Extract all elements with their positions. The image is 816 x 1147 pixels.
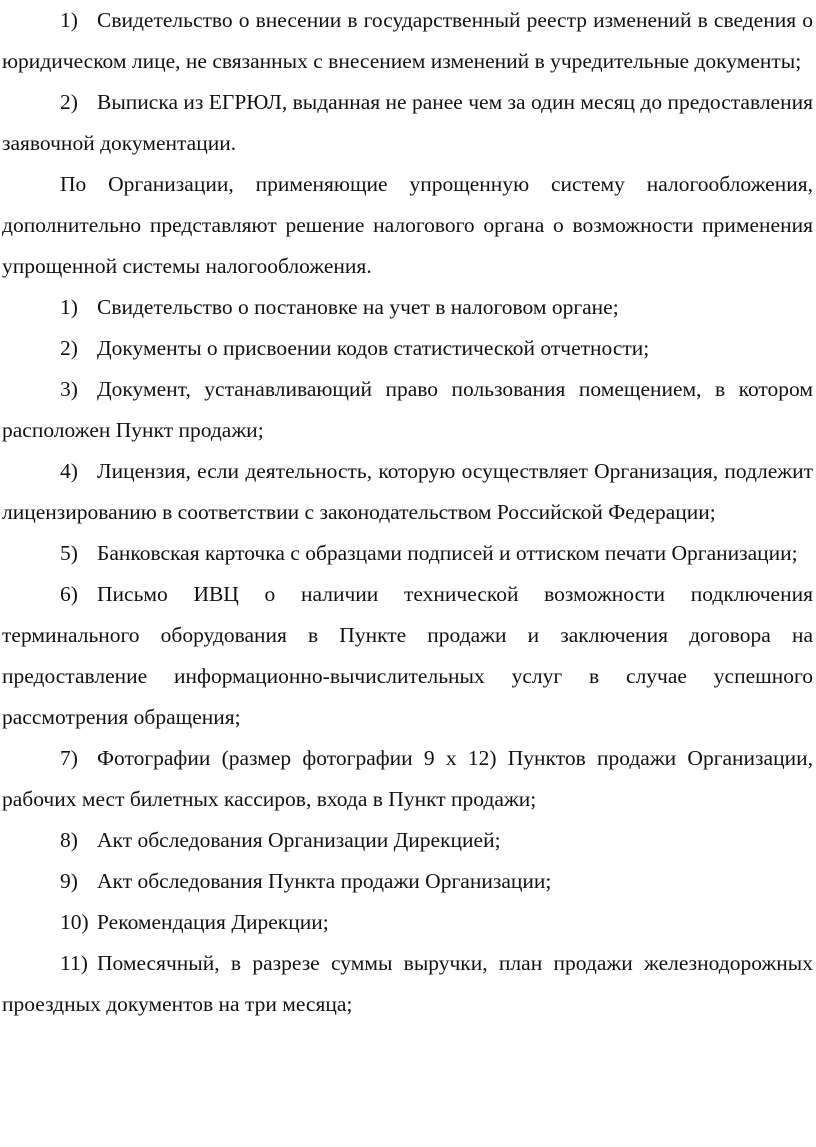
list-item: [2, 902, 813, 943]
list-item-text: Рекомендация Дирекции;: [97, 910, 329, 934]
list-item-text: Акт обследования Организации Дирекцией;: [97, 828, 501, 852]
list-item-text: Свидетельство о внесении в государственный реестр изменений в сведения о юридическом лице, не связанных с внесением изменений в учредительные документы;: [2, 8, 813, 73]
list-item: [2, 287, 813, 328]
list-item-text: Письмо ИВЦ о наличии технической возможности подключения терминального оборудования в Пункте продажи и заключения договора на предоставление информационно-вычислительных услуг в случае успешного рассмотрения обращения;: [2, 582, 813, 729]
list-item: [2, 861, 813, 902]
list-item: [2, 328, 813, 369]
document-page: [2, 0, 813, 1025]
list-item-number: 6): [60, 582, 78, 606]
list-item-text: Банковская карточка с образцами подписей и оттиском печати Организации;: [97, 541, 798, 565]
list-item: [2, 369, 813, 451]
list-item-number: 8): [60, 828, 78, 852]
list-item-text: Лицензия, если деятельность, которую осуществляет Организация, подлежит лицензированию в соответствии с законодательством Российской Федерации;: [2, 459, 813, 524]
list-item: [2, 451, 813, 533]
list-item-number: 2): [60, 336, 78, 360]
list-item: [2, 0, 813, 82]
list-item-number: 10): [60, 910, 89, 934]
list-item: [2, 943, 813, 1025]
list-item-number: 7): [60, 746, 78, 770]
list-item: [2, 820, 813, 861]
list-item: [2, 82, 813, 164]
list-item-number: 5): [60, 541, 78, 565]
intro-paragraph: По Организации, применяющие упрощенную систему налогообложения, дополнительно представляют решение налогового органа о возможности применения упрощенной системы налогообложения.: [2, 172, 813, 278]
list-item-text: Свидетельство о постановке на учет в налоговом органе;: [97, 295, 619, 319]
list-item-number: 4): [60, 459, 78, 483]
list-item-text: Акт обследования Пункта продажи Организации;: [97, 869, 552, 893]
list-item: [2, 738, 813, 820]
list-item-text: Помесячный, в разрезе суммы выручки, план продажи железнодорожных проездных документов на три месяца;: [2, 951, 813, 1016]
list-item-text: Документ, устанавливающий право пользования помещением, в котором расположен Пункт продажи;: [2, 377, 813, 442]
list-item-text: Фотографии (размер фотографии 9 х 12) Пунктов продажи Организации, рабочих мест билетных кассиров, входа в Пункт продажи;: [2, 746, 813, 811]
list-item-text: Документы о присвоении кодов статистической отчетности;: [97, 336, 650, 360]
list-item-number: 3): [60, 377, 78, 401]
list-item-number: 11): [60, 951, 88, 975]
list-item-number: 9): [60, 869, 78, 893]
list-item-text: Выписка из ЕГРЮЛ, выданная не ранее чем за один месяц до предоставления заявочной документации.: [2, 90, 813, 155]
list-item: [2, 533, 813, 574]
list-item-number: 1): [60, 295, 78, 319]
list-item: [2, 574, 813, 738]
list-item-number: 2): [60, 90, 78, 114]
list-item-number: 1): [60, 8, 78, 32]
